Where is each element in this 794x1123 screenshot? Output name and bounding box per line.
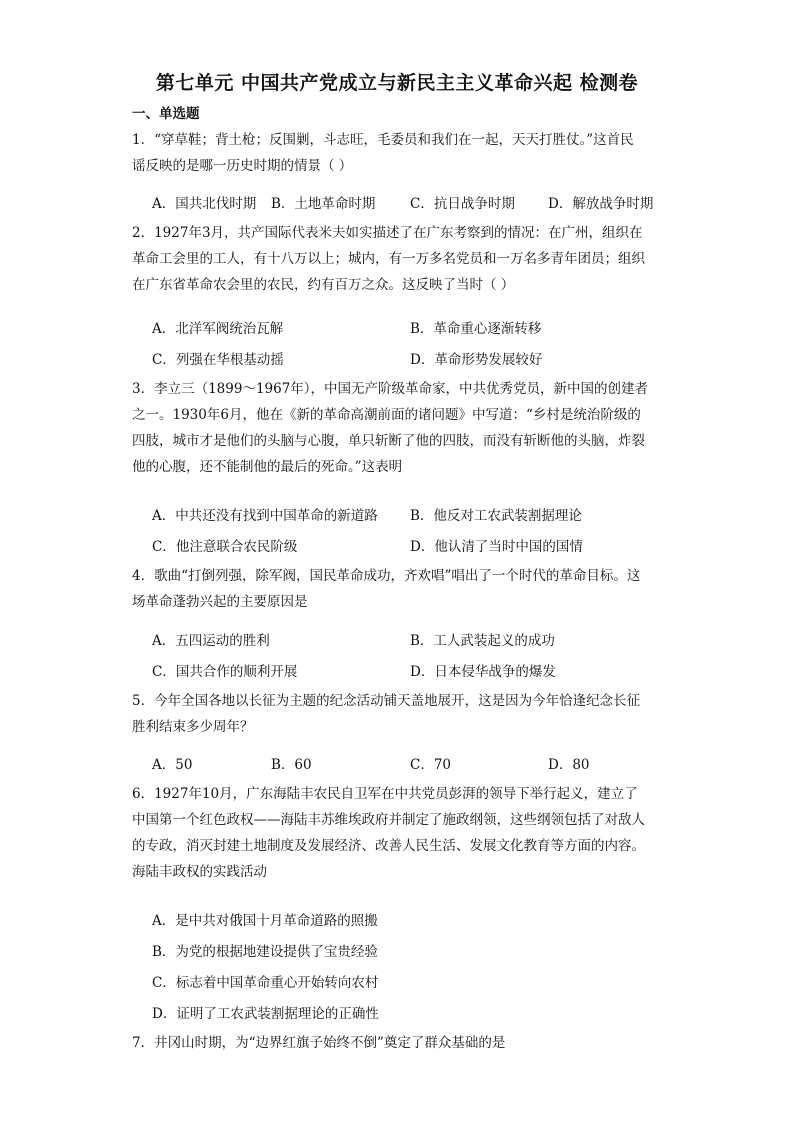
question-line: 场革命蓬勃兴起的主要原因是 xyxy=(132,594,308,610)
q6-option-b[interactable]: B．为党的根据地建设提供了宝贵经验 xyxy=(152,944,378,960)
q4-option-d[interactable]: D．日本侵华战争的爆发 xyxy=(410,664,556,680)
question-line: 3．李立三（1899～1967年），中国无产阶级革命家，中共优秀党员，新中国的创建者 xyxy=(132,381,649,397)
question-6-stem xyxy=(132,781,662,885)
question-line: 四肢，城市才是他们的头脑与心腹，单只斩断了他的四肢，而没有斩断他的头脑，炸裂 xyxy=(132,433,645,449)
q1-option-a[interactable]: A．国共北伐时期 xyxy=(152,196,257,212)
q2-option-a[interactable]: A．北洋军阀统治瓦解 xyxy=(152,321,284,337)
q2-option-b[interactable]: B．革命重心逐渐转移 xyxy=(410,321,542,337)
question-line: 谣反映的是哪一历史时期的情景（ ） xyxy=(132,158,353,174)
q6-option-d[interactable]: D．证明了工农武装割据理论的正确性 xyxy=(152,1006,379,1022)
question-1-stem xyxy=(132,127,662,179)
q3-option-a[interactable]: A．中共还没有找到中国革命的新道路 xyxy=(152,508,378,524)
q6-option-c[interactable]: C．标志着中国革命重心开始转向农村 xyxy=(152,975,379,991)
question-line: 胜利结束多少周年？ xyxy=(132,719,254,735)
question-7-stem xyxy=(132,1030,662,1056)
q5-option-a[interactable]: A．50 xyxy=(152,757,193,773)
q4-option-b[interactable]: B．工人武装起义的成功 xyxy=(410,633,555,649)
section-heading: 一、单选题 xyxy=(132,106,200,122)
question-line: 中国第一个红色政权——海陆丰苏维埃政府并制定了施政纲领，这些纲领包括了对敌人 xyxy=(132,812,645,828)
question-4-stem xyxy=(132,563,662,615)
q5-option-c[interactable]: C．70 xyxy=(410,757,452,773)
question-line: 6．1927年10月，广东海陆丰农民自卫军在中共党员彭湃的领导下举行起义，建立了 xyxy=(132,786,638,802)
q5-option-b[interactable]: B．60 xyxy=(271,757,312,773)
q2-option-d[interactable]: D．革命形势发展较好 xyxy=(410,352,543,368)
q1-option-c[interactable]: C．抗日战争时期 xyxy=(410,196,515,212)
question-line: 1．“穿草鞋；背土枪；反围剿，斗志旺，毛委员和我们在一起，天天打胜仗。”这首民 xyxy=(132,132,634,148)
question-line: 革命工会里的工人，有十八万以上；城内，有一万多名党员和一万名多青年团员；组织 xyxy=(132,251,645,267)
q2-option-c[interactable]: C．列强在华根基动摇 xyxy=(152,352,284,368)
question-5-stem xyxy=(132,688,662,740)
q1-option-d[interactable]: D．解放战争时期 xyxy=(548,196,654,212)
q1-option-b[interactable]: B．土地革命时期 xyxy=(271,196,376,212)
question-line: 他的心腹，还不能制他的最后的死命。”这表明 xyxy=(132,459,403,475)
question-line: 在广东省革命农会里的农民，约有百万之众。这反映了当时（ ） xyxy=(132,277,515,293)
q4-option-c[interactable]: C．国共合作的顺利开展 xyxy=(152,664,298,680)
q4-option-a[interactable]: A．五四运动的胜利 xyxy=(152,633,270,649)
page-title: 第七单元 中国共产党成立与新民主主义革命兴起 检测卷 xyxy=(155,72,639,94)
q6-option-a[interactable]: A．是中共对俄国十月革命道路的照搬 xyxy=(152,913,378,929)
question-line: 5．今年全国各地以长征为主题的纪念活动铺天盖地展开，这是因为今年恰逢纪念长征 xyxy=(132,693,641,709)
q3-option-b[interactable]: B．他反对工农武装割据理论 xyxy=(410,508,582,524)
question-3-stem xyxy=(132,376,662,480)
question-line: 海陆丰政权的实践活动 xyxy=(132,864,267,880)
question-line: 7．井冈山时期，为“边界红旗子始终不倒”奠定了群众基础的是 xyxy=(132,1035,506,1051)
question-line: 4．歌曲“打倒列强，除军阀，国民革命成功，齐欢唱”唱出了一个时代的革命目标。这 xyxy=(132,568,641,584)
question-line: 的专政，消灭封建土地制度及发展经济、改善人民生活、发展文化教育等方面的内容。 xyxy=(132,838,645,854)
question-line: 2．1927年3月，共产国际代表米夫如实描述了在广东考察到的情况：在广州，组织在 xyxy=(132,225,643,241)
q3-option-d[interactable]: D．他认清了当时中国的国情 xyxy=(410,539,583,555)
q5-option-d[interactable]: D．80 xyxy=(548,757,590,773)
question-line: 之一。1930年6月，他在《新的革命高潮前面的诸问题》中写道：“乡村是统治阶级的 xyxy=(132,407,641,423)
question-2-stem xyxy=(132,220,662,298)
q3-option-c[interactable]: C．他注意联合农民阶级 xyxy=(152,539,298,555)
